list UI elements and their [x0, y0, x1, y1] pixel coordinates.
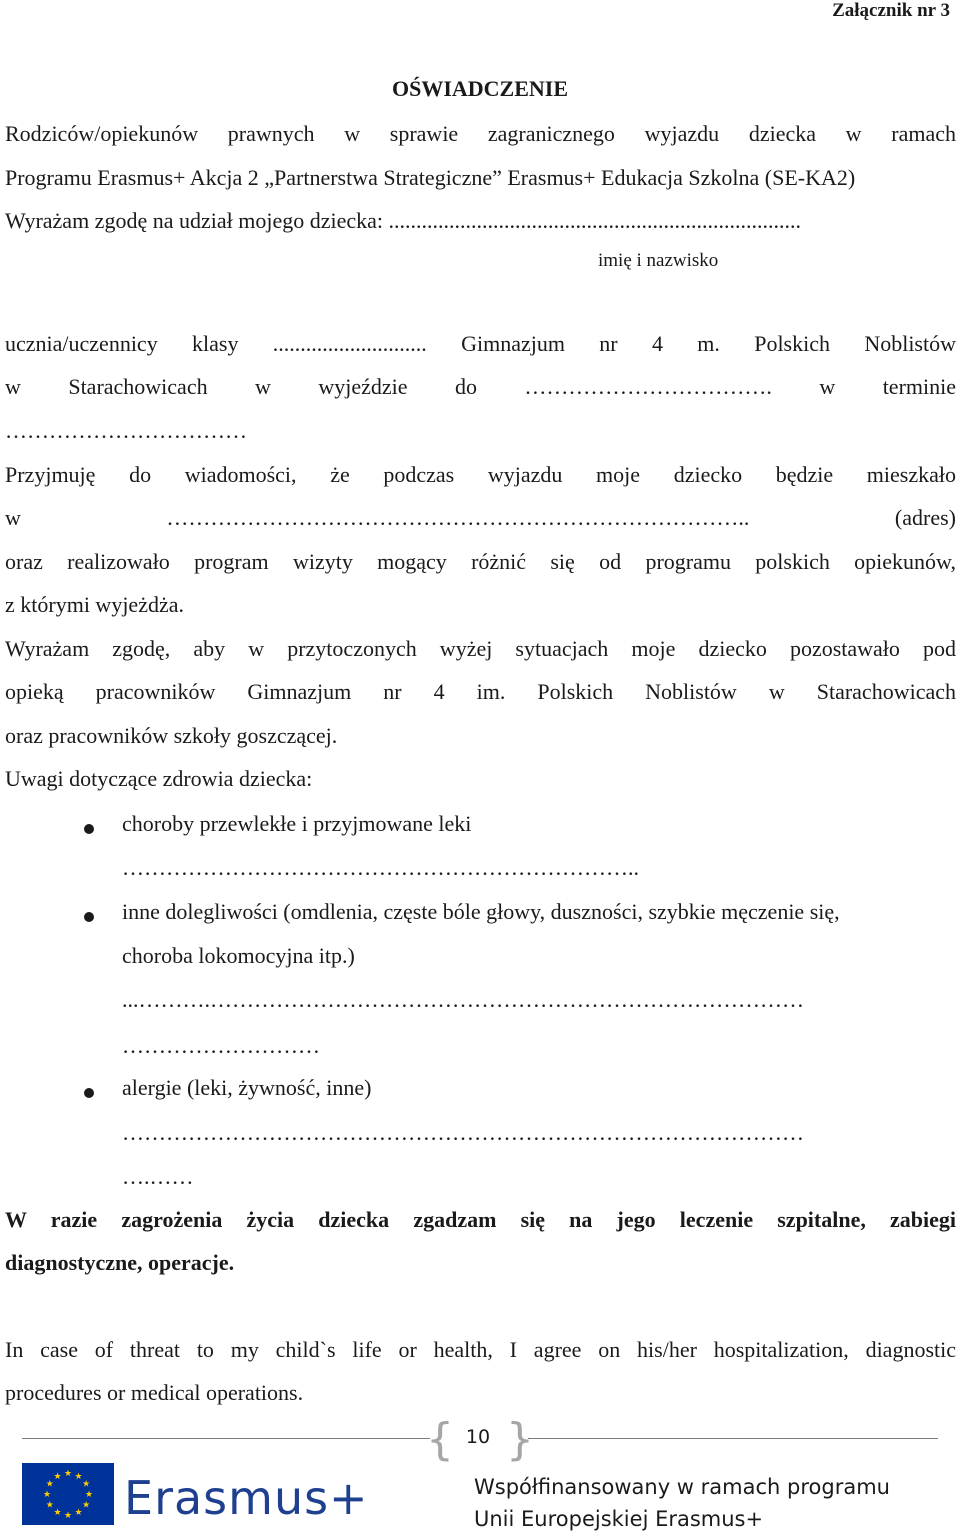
intro-line-1: Rodziców/opiekunów prawnych w sprawie zagranicznego wyjazdu dziecka w ramach: [5, 121, 956, 146]
page-number: 10: [465, 1426, 491, 1448]
bullet-icon: [84, 824, 94, 834]
emergency-en-line-2: procedures or medical operations.: [5, 1380, 304, 1405]
consent-line-1: Wyrażam zgodę, aby w przytoczonych wyżej sytuacjach moje dziecko pozostawało pod: [5, 636, 956, 661]
svg-text:★: ★: [63, 1469, 73, 1479]
health-heading: Uwagi dotyczące zdrowia dziecka:: [5, 766, 313, 791]
details-line-3: ……………………………: [5, 418, 247, 443]
svg-text:★: ★: [82, 1500, 91, 1511]
svg-text:★: ★: [53, 1471, 62, 1482]
stay-line-1: Przyjmuję do wiadomości, że podczas wyjazdu moje dziecko będzie mieszkało: [5, 462, 956, 487]
emergency-en-line-1: In case of threat to my child`s life or health, I agree on his/her hospitalization, diagnostic: [5, 1337, 956, 1362]
bullet-icon: [84, 1088, 94, 1098]
document-title: OŚWIADCZENIE: [391, 76, 569, 101]
bullet-icon: [84, 912, 94, 922]
consent-line-2: opieką pracowników Gimnazjum nr 4 im. Polskich Noblistów w Starachowicach: [5, 679, 956, 704]
eu-flag-icon: [22, 1463, 114, 1525]
stay-line-3: oraz realizowało program wizyty mogący różnić się od programu polskich opiekunów,: [5, 549, 956, 574]
footer-rule-left: [22, 1438, 430, 1439]
details-line-1: ucznia/uczennicy klasy ............................ Gimnazjum nr 4 m. Polskich Noblistów: [5, 331, 956, 356]
name-caption: imię i nazwisko: [598, 250, 719, 271]
footer-rule-right: [528, 1438, 938, 1439]
svg-text:★: ★: [63, 1511, 73, 1521]
funding-line-1: Współfinansowany w ramach programu: [474, 1475, 890, 1499]
svg-text:★: ★: [45, 1500, 54, 1511]
emergency-pl-line-1: W razie zagrożenia życia dziecka zgadzam się na jego leczenie szpitalne, zabiegi: [5, 1207, 956, 1232]
svg-text:★: ★: [53, 1508, 62, 1519]
health-item-other-fill-1: ...……….………………………………………………………………………: [122, 987, 804, 1012]
right-brace-icon: }: [506, 1414, 534, 1465]
svg-text:★: ★: [74, 1471, 83, 1482]
consent-line-3: oraz pracowników szkoły goszczącej.: [5, 723, 338, 748]
svg-text:★: ★: [42, 1490, 52, 1500]
intro-line-2: Programu Erasmus+ Akcja 2 „Partnerstwa Strategiczne” Erasmus+ Edukacja Szkolna (SE-KA2): [5, 165, 856, 190]
details-line-2: w Starachowicach w wyjeździe do ……………………………. w terminie: [5, 374, 956, 399]
health-item-other-line-1: inne dolegliwości (omdlenia, częste bóle głowy, duszności, szybkie męczenie się,: [122, 899, 840, 924]
funding-line-2: Unii Europejskiej Erasmus+: [474, 1507, 764, 1531]
health-item-allergy-fill-1: …………………………………………………………………………………: [122, 1120, 804, 1145]
health-item-allergy: alergie (leki, żywność, inne): [122, 1075, 372, 1100]
health-item-other-fill-2: ………………………: [122, 1033, 320, 1058]
left-brace-icon: {: [426, 1414, 454, 1465]
stay-line-4: z którymi wyjeżdża.: [5, 592, 184, 617]
health-item-chronic: choroby przewlekłe i przyjmowane leki: [122, 811, 472, 836]
svg-text:★: ★: [74, 1508, 83, 1519]
svg-text:★: ★: [45, 1479, 54, 1490]
svg-text:★: ★: [82, 1479, 91, 1490]
intro-line-3: Wyrażam zgodę na udział mojego dziecka: ...........................................................................: [5, 208, 801, 233]
health-item-other-line-2: choroba lokomocyjna itp.): [122, 943, 355, 968]
health-item-chronic-fill: ……………………………………………………………..: [122, 855, 639, 880]
emergency-pl-line-2: diagnostyczne, operacje.: [5, 1250, 235, 1275]
stay-line-2: w …………………………………………………………………….. (adres): [5, 505, 956, 530]
svg-text:★: ★: [84, 1490, 94, 1500]
erasmus-logo-text: Erasmus+: [124, 1471, 369, 1525]
health-item-allergy-fill-2: ….……: [122, 1164, 194, 1189]
annex-label: Załącznik nr 3: [832, 0, 950, 21]
